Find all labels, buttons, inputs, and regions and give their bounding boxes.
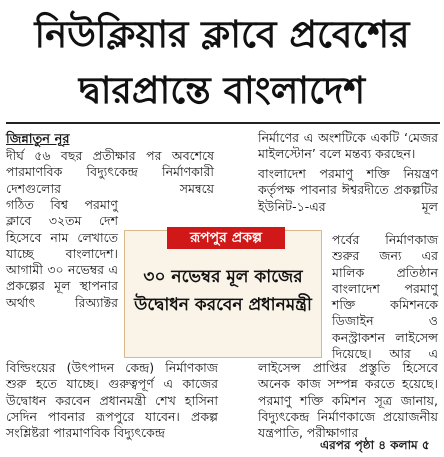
col2-paragraph-3: পর্বের নির্মাণকাজ শুরুর জন্য এর মালিক প্রতিষ্ঠান বাংলাদেশ পরমাণু শক্তি কমিশনকে ডিজাইন ও কনস্ট্রাকশন লাইসেন্স দিয়েছে। আর এ — [332, 232, 438, 362]
col1-paragraph-1: দীর্ঘ ৫৬ বছর প্রতীক্ষার পর অবশেষে পারমাণবিক বিদ্যুৎকেন্দ্র নির্মাণকারী দেশগুলোর সমন্বয়ে — [6, 148, 214, 196]
box-text: ৩০ নভেম্বর মূল কাজের উদ্বোধন করবেন প্রধানমন্ত্রী — [134, 267, 312, 315]
col1-paragraph-3: বিল্ডিংয়ের (উৎপাদন কেন্দ্র) নির্মাণকাজ শুরু হতে যাচ্ছে। গুরুত্বপূর্ণ এ কাজের উদ্বোধন করবেন প্রধানমন্ত্রী শেখ হাসিনা সেদিন পাবনার রূপপুরে যাবেন। প্রকল্প সংশ্লিষ্টরা পারমাণবিক বিদ্যুৎকেন্দ্র — [6, 360, 218, 441]
headline-line-1: নিউক্লিয়ার ক্লাবে প্রবেশের — [34, 13, 410, 56]
headline-rule — [6, 122, 440, 124]
col2-paragraph-4: লাইসেন্স প্রাপ্তির প্রস্তুতি হিসেবে অনেক কাজ সম্পন্ন করতে হয়েছে। পরমাণু শক্তি কমিশন সূত্র জানায়, বিদ্যুৎকেন্দ্র নির্মাণকাজে প্রয়োজনীয় যন্ত্রপাতি, পরীক্ষাগার — [258, 360, 438, 441]
box-tag: রূপপুর প্রকল্প — [167, 227, 285, 249]
col2-paragraph-1: নির্মাণের এ অংশটিকে একটি ‘মেজর মাইলস্টোন’ বলে মন্তব্য করছেন। — [258, 130, 438, 162]
highlight-box — [124, 230, 322, 358]
continuation-jump: এরপর পৃষ্ঠা ৪ কলাম ৫ — [320, 438, 430, 452]
col1-paragraph-2: গঠিত বিশ্ব পরমাণু ক্লাবে ৩২তম দেশ হিসেবে নাম লেখাতে যাচ্ছে বাংলাদেশ। আগামী ৩০ নভেম্বর এ প্রকল্পের মূল স্থাপনার অর্থাৎ রিঅ্যাক্টর — [6, 197, 118, 310]
byline: জিন্নাতুন নূর — [6, 132, 70, 147]
headline-line-2: দ্বারপ্রান্তে বাংলাদেশ — [78, 69, 366, 112]
col2-paragraph-2: বাংলাদেশ পরমাণু শক্তি নিয়ন্ত্রণ কর্তৃপক্ষ পাবনার ঈশ্বরদীতে প্রকল্পটির ইউনিট-১-এর মূল — [258, 166, 438, 214]
